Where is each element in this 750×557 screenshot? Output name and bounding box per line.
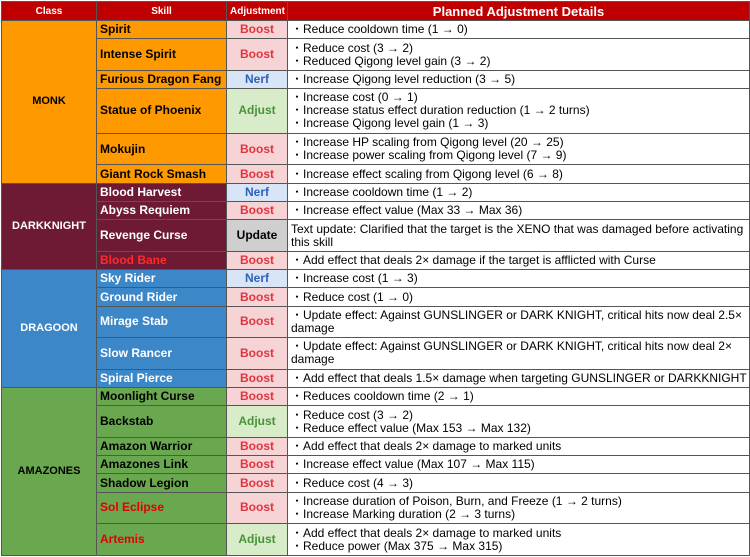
adjustment-details	[288, 201, 750, 219]
adjustment-details	[288, 474, 750, 492]
adjustment-details	[288, 21, 750, 39]
adjustment-badge: Boost	[227, 474, 288, 492]
adjustment-details	[288, 406, 750, 438]
detail-line: ・Reduce effect value (Max 153 → Max 132)	[291, 420, 531, 435]
adjustment-badge: Boost	[227, 338, 288, 370]
skill-name: Artemis	[97, 524, 227, 556]
detail-line: ・Increase Marking duration (2 → 3 turns)	[291, 506, 516, 521]
class-label: MONK	[2, 21, 97, 184]
skill-name: Revenge Curse	[97, 220, 227, 252]
skill-name: Statue of Phoenix	[97, 89, 227, 134]
adjustment-table	[1, 1, 750, 556]
skill-name: Ground Rider	[97, 288, 227, 306]
detail-line: ・Reduce cooldown time (1 → 0)	[291, 22, 468, 37]
adjustment-badge: Boost	[227, 165, 288, 183]
detail-line: ・Increase HP scaling from Qigong level (20 → 25)	[291, 135, 564, 150]
skill-name: Sol Eclipse	[97, 492, 227, 524]
table-row	[2, 492, 750, 524]
detail-line: ・Add effect that deals 2× damage to marked units	[291, 525, 562, 540]
skill-name: Spiral Pierce	[97, 369, 227, 387]
adjustment-details	[288, 220, 750, 252]
adjustment-badge: Boost	[227, 288, 288, 306]
adjustment-details	[288, 183, 750, 201]
adjustment-badge: Boost	[227, 437, 288, 455]
adjustment-details	[288, 456, 750, 474]
adjustment-details	[288, 338, 750, 370]
adjustment-badge: Boost	[227, 492, 288, 524]
adjustment-badge: Adjust	[227, 89, 288, 134]
adjustment-badge: Adjust	[227, 406, 288, 438]
detail-line: ・Increase effect value (Max 107 → Max 115)	[291, 457, 535, 472]
adjustment-badge: Boost	[227, 133, 288, 165]
skill-name: Abyss Requiem	[97, 201, 227, 219]
adjustment-details	[288, 70, 750, 88]
detail-line: ・Increase duration of Poison, Burn, and Freeze (1 → 2 turns)	[291, 493, 622, 508]
skill-name: Mokujin	[97, 133, 227, 165]
adjustment-badge: Nerf	[227, 70, 288, 88]
table-row	[2, 70, 750, 88]
table-row	[2, 133, 750, 165]
skill-name: Intense Spirit	[97, 39, 227, 71]
detail-line: ・Increase Qigong level gain (1 → 3)	[291, 116, 489, 131]
class-label: DARKKNIGHT	[2, 183, 97, 269]
header-skill: Skill	[97, 2, 227, 21]
class-label: AMAZONES	[2, 388, 97, 556]
table-row	[2, 306, 750, 338]
skill-name: Blood Bane	[97, 251, 227, 269]
adjustment-details	[288, 270, 750, 288]
skill-name: Amazones Link	[97, 456, 227, 474]
header-row	[2, 2, 750, 21]
adjustment-badge: Boost	[227, 21, 288, 39]
detail-line: ・Increase status effect duration reduction (1 → 2 turns)	[291, 103, 590, 118]
class-label: DRAGOON	[2, 270, 97, 388]
table-row	[2, 338, 750, 370]
skill-name: Giant Rock Smash	[97, 165, 227, 183]
adjustment-details	[288, 524, 750, 556]
adjustment-badge: Boost	[227, 369, 288, 387]
table-row	[2, 524, 750, 556]
adjustment-badge: Boost	[227, 388, 288, 406]
table-row	[2, 474, 750, 492]
adjustment-details	[288, 388, 750, 406]
skill-name: Moonlight Curse	[97, 388, 227, 406]
adjustment-badge: Boost	[227, 251, 288, 269]
detail-line: ・Reduce cost (3 → 2)	[291, 40, 414, 55]
detail-line: ・Increase power scaling from Qigong level (7 → 9)	[291, 148, 567, 163]
table-row	[2, 165, 750, 183]
table-row	[2, 21, 750, 39]
table-row	[2, 406, 750, 438]
table-row	[2, 437, 750, 455]
detail-line: ・Add effect that deals 1.5× damage when targeting GUNSLINGER or DARKKNIGHT	[291, 370, 747, 385]
skill-name: Blood Harvest	[97, 183, 227, 201]
table-row	[2, 220, 750, 252]
skill-name: Amazon Warrior	[97, 437, 227, 455]
detail-line: ・Increase cost (0 → 1)	[291, 90, 418, 105]
adjustment-badge: Nerf	[227, 270, 288, 288]
detail-line: Text update: Clarified that the target is the XENO that was damaged before activating this skill	[291, 221, 744, 249]
adjustment-details	[288, 369, 750, 387]
adjustment-details	[288, 89, 750, 134]
detail-line: ・Reduced Qigong level gain (3 → 2)	[291, 53, 491, 68]
adjustment-badge: Adjust	[227, 524, 288, 556]
table-row	[2, 89, 750, 134]
detail-line: ・Update effect: Against GUNSLINGER or DARK KNIGHT, critical hits now deal 2.5× damage	[291, 307, 742, 335]
header-class: Class	[2, 2, 97, 21]
adjustment-badge: Boost	[227, 201, 288, 219]
header-adjustment: Adjustment	[227, 2, 288, 21]
adjustment-badge: Boost	[227, 456, 288, 474]
detail-line: ・Increase cooldown time (1 → 2)	[291, 184, 473, 199]
adjustment-details	[288, 437, 750, 455]
table-row	[2, 456, 750, 474]
table-row	[2, 251, 750, 269]
skill-name: Slow Rancer	[97, 338, 227, 370]
adjustment-badge: Boost	[227, 306, 288, 338]
skill-name: Mirage Stab	[97, 306, 227, 338]
detail-line: ・Reduce cost (4 → 3)	[291, 475, 414, 490]
skill-name: Shadow Legion	[97, 474, 227, 492]
skill-name: Furious Dragon Fang	[97, 70, 227, 88]
adjustment-details	[288, 133, 750, 165]
adjustment-details	[288, 39, 750, 71]
skill-name: Backstab	[97, 406, 227, 438]
adjustment-details	[288, 251, 750, 269]
table-body	[2, 21, 750, 556]
skill-name: Spirit	[97, 21, 227, 39]
table-row	[2, 388, 750, 406]
adjustment-details	[288, 306, 750, 338]
adjustment-badge: Boost	[227, 39, 288, 71]
adjustment-details	[288, 165, 750, 183]
table-row	[2, 369, 750, 387]
table-row	[2, 201, 750, 219]
detail-line: ・Reduces cooldown time (2 → 1)	[291, 389, 474, 404]
header-details: Planned Adjustment Details	[288, 2, 750, 21]
detail-line: ・Reduce power (Max 375 → Max 315)	[291, 538, 503, 553]
detail-line: ・Add effect that deals 2× damage if the target is afflicted with Curse	[291, 252, 656, 267]
adjustment-badge: Update	[227, 220, 288, 252]
detail-line: ・Add effect that deals 2× damage to marked units	[291, 438, 562, 453]
table-row	[2, 288, 750, 306]
detail-line: ・Reduce cost (1 → 0)	[291, 289, 414, 304]
table-row	[2, 270, 750, 288]
detail-line: ・Increase effect scaling from Qigong level (6 → 8)	[291, 166, 563, 181]
detail-line: ・Increase effect value (Max 33 → Max 36)	[291, 203, 523, 218]
table-row	[2, 183, 750, 201]
detail-line: ・Reduce cost (3 → 2)	[291, 407, 414, 422]
adjustment-details	[288, 288, 750, 306]
adjustment-details	[288, 492, 750, 524]
detail-line: ・Increase cost (1 → 3)	[291, 271, 418, 286]
detail-line: ・Increase Qigong level reduction (3 → 5)	[291, 71, 516, 86]
table-row	[2, 39, 750, 71]
skill-name: Sky Rider	[97, 270, 227, 288]
detail-line: ・Update effect: Against GUNSLINGER or DARK KNIGHT, critical hits now deal 2× damage	[291, 339, 732, 367]
adjustment-badge: Nerf	[227, 183, 288, 201]
